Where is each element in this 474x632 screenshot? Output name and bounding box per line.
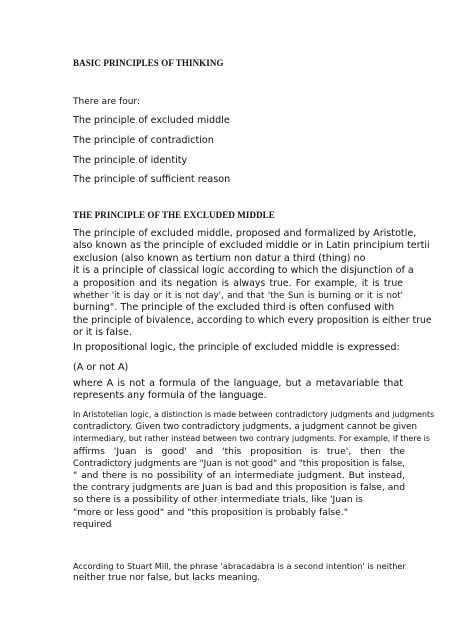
text-line: Contradictory judgments are "Juan is not good" and "this proposition is false,	[73, 458, 405, 469]
text-line: represents any formula of the language.	[73, 390, 267, 402]
principle-item: The principle of contradiction	[73, 135, 214, 146]
text-line: the principle of bivalence, according to which every proposition is either true	[73, 314, 432, 326]
text-line: a proposition and its negation is always true. For example, it is true	[73, 277, 403, 289]
text-line: the contrary judgments are Juan is bad and this proposition is false, and	[73, 482, 406, 494]
text-line: " and there is no possibility of an intermediate judgment. But instead,	[73, 470, 405, 482]
paragraph-stuart-mill	[73, 560, 405, 584]
text-line: The principle of excluded middle, proposed and formalized by Aristotle,	[73, 228, 417, 239]
text-line: it is a principle of classical logic according to which the disjunction of a	[73, 265, 414, 277]
principle-item: The principle of sufficient reason	[73, 174, 231, 185]
principle-item: The principle of excluded middle	[73, 115, 230, 126]
formula: (A or not A)	[73, 362, 129, 373]
text-line: required	[73, 518, 112, 530]
document-title: BASIC PRINCIPLES OF THINKING	[73, 58, 224, 68]
paragraph-excluded-middle	[73, 228, 432, 340]
section-title: THE PRINCIPLE OF THE EXCLUDED MIDDLE	[73, 210, 275, 220]
text-line: According to Stuart Mill, the phrase 'abracadabra is a second intention' is neither	[73, 561, 406, 571]
intro-text: There are four:	[73, 97, 141, 107]
text-line: neither true nor false, but lacks meaning.	[73, 573, 261, 584]
text-line: intermediary, but rather instead between two contrary judgments. For example, if there is	[73, 434, 430, 444]
text-line: burning". The principle of the excluded third is often confused with	[73, 302, 395, 314]
text-line: contradictory. Given two contradictory judgments, a judgment cannot be given	[73, 422, 417, 433]
text-line: or it is false.	[73, 327, 132, 339]
text-line: In Aristotelian logic, a distinction is made between contradictory judgments and judgments	[73, 410, 435, 419]
text-line: so there is a possibility of other intermediate trials, like 'Juan is	[73, 494, 363, 506]
text-line: whether 'it is day or it is not day', and that 'the Sun is burning or it is not'	[73, 291, 403, 302]
paragraph-aristotelian	[73, 409, 435, 531]
text-line: "more or less good" and "this proposition is probably false."	[73, 506, 348, 518]
text-line: exclusion (also known as tertium non datur a third (thing) no	[73, 252, 366, 264]
propositional-logic-text: In propositional logic, the principle of excluded middle is expressed:	[73, 342, 400, 353]
text-line: affirms 'Juan is good' and 'this proposition is true', then the	[73, 445, 405, 457]
text-line: where A is not a formula of the language, but a metavariable that	[73, 378, 403, 389]
text-line: also known as the principle of excluded middle or in Latin principium tertii	[73, 240, 430, 252]
principle-item: The principle of identity	[73, 155, 188, 166]
paragraph-metavariable	[73, 378, 403, 403]
